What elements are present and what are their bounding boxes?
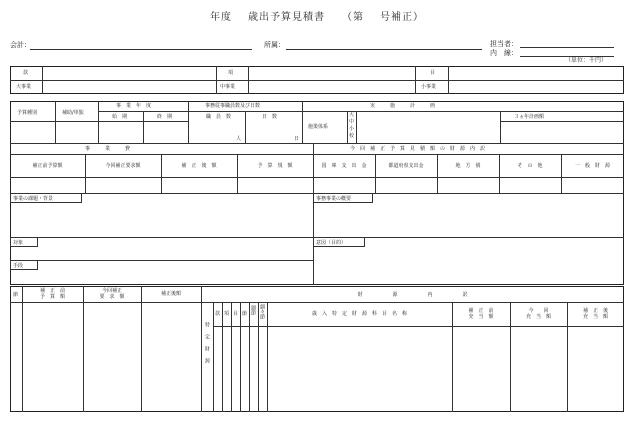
sub-setsu: 節: [241, 311, 247, 317]
sainyu-kamoku: 歳 入 特 定 財 源 科 目 名 称: [311, 311, 407, 317]
sub-saisetsu: 細節: [250, 305, 256, 315]
shokuin-header: 事務従事職員数及び日数: [205, 103, 261, 109]
hoseimae-yosan: 補 正 前 予 算 額: [39, 288, 65, 300]
nissu: 日 数: [262, 114, 278, 120]
hojo-tandoku: 補助/単独: [62, 110, 84, 116]
gaiyo-label: 事務事業の概要: [316, 196, 352, 202]
ito-label: 意図（目的）: [316, 240, 347, 246]
hoseigo-juto: 補 正 後 充 当 額: [582, 307, 608, 320]
setsu-label: 節: [13, 292, 19, 298]
page-title: 歳出予算見積書: [248, 12, 325, 23]
sannen-keikaku: ３ヵ年計画額: [514, 114, 545, 120]
shozoku-label: 所属：: [264, 41, 285, 49]
tantosha-line: [520, 47, 614, 48]
hoseimae-juto: 補 正 前 充 当 額: [468, 307, 494, 320]
daijigyo-label: 大事業: [16, 84, 32, 90]
title-nendo: 年度: [210, 12, 232, 23]
konkai-yokyu: 今回補正 要 求 額: [99, 288, 125, 300]
kadai-label: 事業の課題・背景: [13, 196, 54, 202]
ko-label: 項: [228, 70, 234, 76]
taisho-label: 対象: [13, 240, 24, 246]
sub-saisaisetsu: 細々節: [259, 304, 265, 319]
shudan-label: 手段: [13, 263, 24, 269]
seisaku-taikei: 施策体系: [308, 124, 329, 130]
nin: 人: [236, 136, 242, 142]
konkai-juto: 今 回 充 当 額: [525, 307, 551, 320]
nichi: 日: [294, 136, 300, 142]
naisen-label: 内 線：: [490, 49, 518, 57]
sho-label: 小: [349, 126, 355, 132]
unit-label: （単位：千円）: [565, 57, 608, 64]
col-todofuken: 都道府県支出金: [388, 163, 424, 169]
col-hoseigo: 補 正 後 額: [181, 163, 217, 169]
shuki: 終 期: [157, 114, 173, 120]
sub-kan: 款: [214, 311, 220, 317]
jisshi-keikaku: 実 施 計 画: [370, 103, 436, 109]
col-kibo: 予 算 規 額: [257, 163, 293, 169]
yosan-shubetsu: 予算種別: [17, 110, 38, 116]
chu-label: 中: [349, 119, 355, 125]
sub-ko: 項: [223, 311, 229, 317]
title-dai: （第: [342, 12, 364, 23]
moku-label: 目: [430, 70, 436, 76]
col-sonota: そ の 他: [517, 163, 543, 169]
hoseigo-gaku: 補正後額: [160, 291, 181, 297]
shojigyo-label: 小事業: [421, 84, 437, 90]
konkai-zaigen-header: 今 回 補 正 予 算 見 積 額 の 財 源 内 訳: [350, 146, 486, 152]
shozoku-line: [286, 49, 482, 50]
col-konkai: 今回補正要求額: [105, 163, 141, 169]
zaigen-naiyaku: 財 源 内 訳: [357, 292, 468, 298]
kaishi: 始 期: [112, 114, 128, 120]
kaikei-line: [30, 49, 252, 50]
title-go: 号補正）: [380, 12, 424, 23]
tokutei-zaigen: 特定財源: [204, 322, 210, 370]
tantosha-label: 担当者：: [490, 40, 518, 48]
kaikei-label: 会計：: [10, 41, 31, 49]
sub-moku: 目: [232, 311, 238, 317]
kan-label: 款: [23, 70, 29, 76]
col-ippan: 一 般 財 源: [574, 163, 610, 169]
shokuin-kazu: 職 員 数: [206, 114, 232, 120]
chujigyo-label: 中事業: [220, 84, 236, 90]
dai-label: 大: [349, 112, 355, 118]
jigyohi-header: 事 業 費: [85, 146, 131, 152]
col-kokko: 国 庫 支 出 金: [321, 163, 367, 169]
jigyo-nendo: 事 業 年 度: [116, 103, 152, 109]
col-hoseimae: 補正前予算額: [32, 163, 63, 169]
kei-label: 校: [349, 133, 355, 139]
setsu-table: [10, 286, 624, 412]
col-chihosai: 地 方 債: [455, 163, 481, 169]
